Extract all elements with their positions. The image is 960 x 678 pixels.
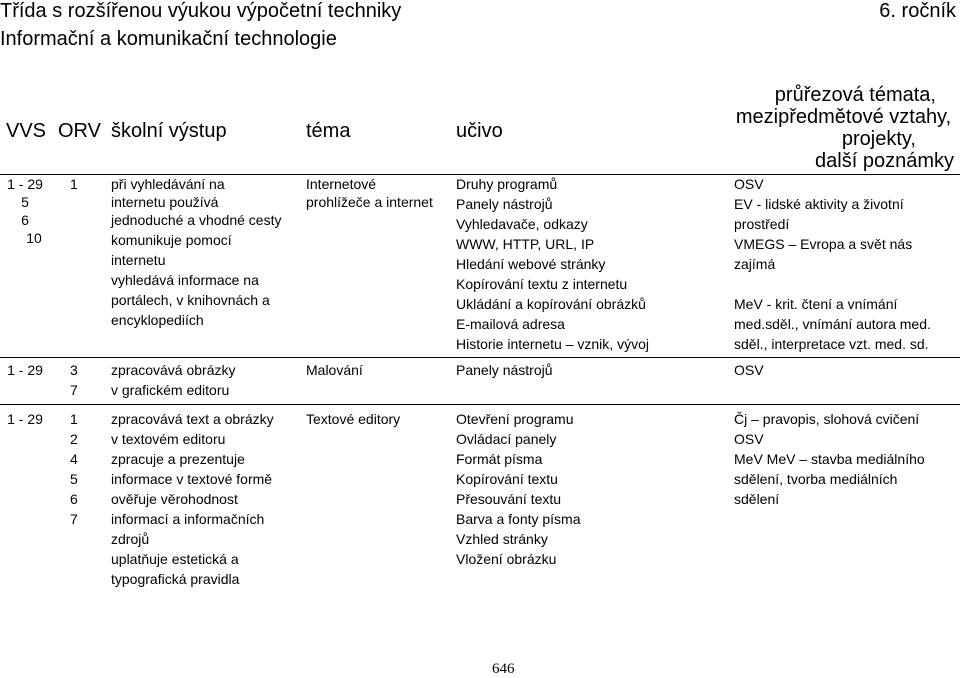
output-cell	[111, 410, 274, 590]
col-header-notes	[731, 84, 956, 172]
curriculum-item: Panely nástrojů	[456, 196, 553, 212]
col-header-output: školní výstup	[111, 120, 227, 142]
curriculum-item: Hledání webové stránky	[456, 256, 606, 272]
curriculum-item: Ukládání a kopírování obrázků	[456, 296, 646, 312]
curriculum-item: WWW, HTTP, URL, IP	[456, 236, 595, 252]
notes-cell	[734, 175, 931, 355]
curriculum-item: Kopírování textu z internetu	[456, 276, 628, 292]
curriculum-item: Ovládací panely	[456, 431, 557, 447]
output-line: v grafickém editoru	[111, 382, 230, 398]
topic-line: prohlížeče a internet	[306, 194, 433, 210]
col-header-topic: téma	[306, 120, 351, 142]
vvs-value: 5	[21, 194, 29, 210]
output-line: informace v textové formě	[111, 471, 273, 487]
output-line: internetu	[111, 252, 166, 268]
curriculum-item: Vzhled stránky	[456, 531, 548, 547]
orv-value: 2	[70, 431, 78, 447]
notes-header-line: mezipředmětové vztahy,	[735, 106, 952, 128]
output-line: zdrojů	[111, 531, 150, 547]
output-line: informací a informačních	[111, 511, 265, 527]
note-line: EV - lidské aktivity a životní	[734, 196, 904, 212]
topic-line: Textové editory	[306, 411, 401, 427]
section-graphics	[0, 361, 960, 401]
output-line: encyklopediích	[111, 312, 204, 328]
orv-value: 6	[70, 491, 78, 507]
note-line: OSV	[734, 431, 764, 447]
note-line: MeV MeV – stavba mediálního	[734, 451, 925, 467]
col-header-curriculum: učivo	[456, 120, 503, 142]
orv-value: 1	[70, 176, 78, 192]
curriculum-cell	[456, 175, 649, 355]
curriculum-item: Formát písma	[456, 451, 543, 467]
grade-label: 6. ročník	[879, 0, 956, 22]
subject-title: Informační a komunikační technologie	[0, 28, 337, 50]
vvs-cell	[0, 175, 50, 247]
vvs-value: 1 - 29	[7, 362, 43, 378]
curriculum-item: Kopírování textu	[456, 471, 558, 487]
curriculum-item: Přesouvání textu	[456, 491, 562, 507]
notes-header-line: projekty,	[841, 128, 916, 150]
curriculum-item: Otevření programu	[456, 411, 574, 427]
notes-header-line: další poznámky	[815, 150, 954, 172]
note-line: zajímá	[734, 256, 776, 272]
notes-cell	[734, 410, 925, 510]
topic-line: Internetové	[306, 176, 377, 192]
output-line: v textovém editoru	[111, 431, 226, 447]
note-line: MeV - krit. čtení a vnímání	[734, 296, 898, 312]
output-line: portálech, v knihovnách a	[111, 292, 270, 308]
note-line: Čj – pravopis, slohová cvičení	[734, 411, 920, 427]
note-line: VMEGS – Evropa a svět nás	[734, 236, 913, 252]
curriculum-item: Vložení obrázku	[456, 551, 557, 567]
curriculum-item: Historie internetu – vznik, vývoj	[456, 336, 649, 352]
note-line: sděl., interpretace vzt. med. sd.	[734, 336, 929, 352]
orv-cell	[70, 410, 78, 530]
orv-value: 1	[70, 411, 78, 427]
curriculum-item: E-mailová adresa	[456, 316, 565, 332]
output-line: internetu používá	[111, 194, 219, 210]
section-rule	[0, 357, 960, 358]
col-header-orv: ORV	[58, 120, 101, 142]
note-line: sdělení, tvorba mediálních	[734, 471, 898, 487]
note-line: sdělení	[734, 491, 780, 507]
orv-value: 7	[70, 382, 78, 398]
topic-cell	[306, 175, 433, 211]
section-rule	[0, 404, 960, 405]
output-line: uplatňuje estetická a	[111, 551, 239, 567]
orv-value: 3	[70, 362, 78, 378]
note-line: med.sděl., vnímání autora med.	[734, 316, 931, 332]
topic-line: Malování	[306, 362, 363, 378]
orv-cell	[70, 361, 78, 401]
output-line: vyhledává informace na	[111, 272, 259, 288]
output-cell	[111, 361, 236, 401]
curriculum-item: Panely nástrojů	[456, 362, 553, 378]
output-line: zpracovává obrázky	[111, 362, 236, 378]
output-line: zpracuje a prezentuje	[111, 451, 245, 467]
col-header-vvs: VVS	[6, 120, 47, 142]
orv-value: 5	[70, 471, 78, 487]
curriculum-cell	[456, 410, 581, 570]
section-internet	[0, 175, 960, 355]
output-line: komunikuje pomocí	[111, 232, 232, 248]
curriculum-item: Vyhledavače, odkazy	[456, 216, 588, 232]
output-line: typografická pravidla	[111, 571, 240, 587]
output-line: při vyhledávání na	[111, 176, 225, 192]
output-line: jednoduché a vhodné cesty	[111, 212, 282, 228]
vvs-value: 10	[26, 230, 42, 246]
school-title: Třída s rozšířenou výukou výpočetní techniky	[0, 0, 402, 22]
page-number: 646	[492, 661, 515, 677]
output-cell	[111, 175, 281, 329]
curriculum-item: Druhy programů	[456, 176, 558, 192]
note-line: OSV	[734, 362, 764, 378]
section-text-editors	[0, 410, 960, 590]
orv-cell	[70, 175, 78, 193]
orv-value: 4	[70, 451, 78, 467]
vvs-value: 1 - 29	[7, 411, 43, 427]
vvs-value: 6	[21, 212, 29, 228]
output-line: ověřuje věrohodnost	[111, 491, 238, 507]
note-line: OSV	[734, 176, 764, 192]
notes-header-line: průřezová témata,	[774, 84, 936, 106]
orv-value: 7	[70, 511, 78, 527]
output-line: zpracovává text a obrázky	[111, 411, 274, 427]
curriculum-item: Barva a fonty písma	[456, 511, 581, 527]
note-line: prostředí	[734, 216, 790, 232]
vvs-value: 1 - 29	[7, 176, 43, 192]
